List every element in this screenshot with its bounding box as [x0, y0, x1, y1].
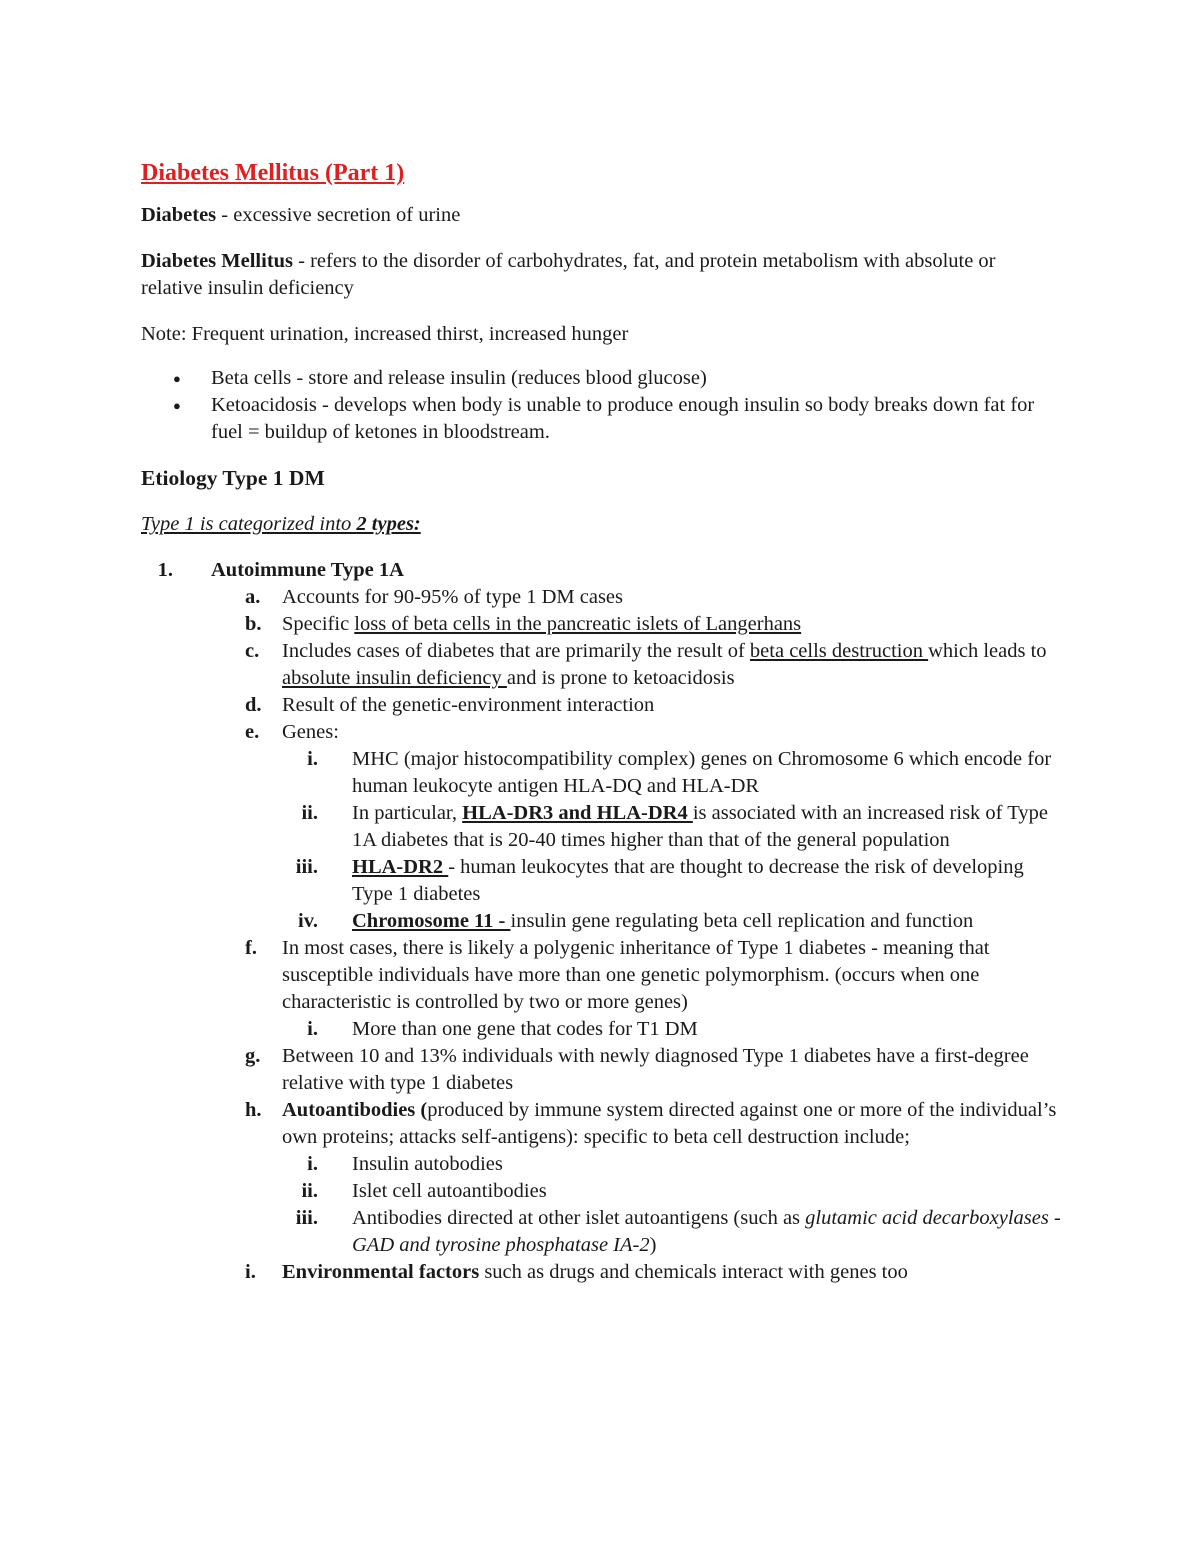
- section-heading: Etiology Type 1 DM: [141, 466, 325, 490]
- list-item-f: f. In most cases, there is likely a polygenic inheritance of Type 1 diabetes - meaning that susceptible individuals have more than one genetic polymorphism. (occurs when one characteristic is controlled by two or more genes): [245, 937, 990, 1013]
- list-item-e-iv: iv. Chromosome 11 - insulin gene regulating beta cell replication and function: [298, 910, 974, 932]
- definition-diabetes: Diabetes - excessive secretion of urine: [141, 204, 461, 226]
- section-subheading: Type 1 is categorized into 2 types:: [141, 513, 421, 535]
- list-item-c: c. Includes cases of diabetes that are primarily the result of beta cells destruction which leads to absolute insulin deficiency and is prone to ketoacidosis: [245, 640, 1047, 689]
- list-item-e: e. Genes:: [245, 721, 339, 743]
- bullet-list: [141, 365, 1061, 446]
- list-item-e-iii: iii. HLA-DR2 - human leukocytes that are thought to decrease the risk of developing Type 1 diabetes: [295, 856, 1024, 905]
- list-item-h-iii: iii. Antibodies directed at other islet autoantigens (such as glutamic acid decarboxylases - GAD and tyrosine phosphatase IA-2): [295, 1207, 1061, 1256]
- list-item-e-i: i. MHC (major histocompatibility complex) genes on Chromosome 6 which encode for human leukocyte antigen HLA-DQ and HLA-DR: [307, 748, 1052, 797]
- bullet-dot-icon: ●: [173, 371, 181, 386]
- list-item-f-i: i. More than one gene that codes for T1 DM: [307, 1018, 698, 1040]
- bullet-item: ● Ketoacidosis - develops when body is unable to produce enough insulin so body breaks down fat for fuel = buildup of ketones in bloodstream.: [173, 394, 1035, 443]
- list-item-d: d. Result of the genetic-environment interaction: [245, 694, 655, 716]
- document-page: [141, 158, 1061, 1286]
- list-item-h-ii: ii. Islet cell autoantibodies: [301, 1180, 547, 1202]
- list-item-h: h. Autoantibodies (produced by immune system directed against one or more of the individual’s own proteins; attacks self-antigens): specific to beta cell destruction include;: [245, 1099, 1057, 1148]
- list-item-1: 1. Autoimmune Type 1A: [157, 559, 404, 581]
- bullet-item: ● Beta cells - store and release insulin (reduces blood glucose): [141, 365, 1061, 392]
- list-item-h-i: i. Insulin autobodies: [307, 1153, 503, 1175]
- list-item-e-ii: ii. In particular, HLA-DR3 and HLA-DR4 is associated with an increased risk of Type 1A diabetes that is 20-40 times higher than that of the general population: [301, 802, 1048, 851]
- list-item-g: g. Between 10 and 13% individuals with newly diagnosed Type 1 diabetes have a first-degree relative with type 1 diabetes: [245, 1045, 1029, 1094]
- bullet-dot-icon: ●: [173, 398, 181, 413]
- document-title: Diabetes Mellitus (Part 1): [141, 160, 405, 186]
- list-item-i: i. Environmental factors such as drugs and chemicals interact with genes too: [245, 1261, 908, 1283]
- list-item-a: a. Accounts for 90-95% of type 1 DM cases: [245, 586, 624, 608]
- definition-diabetes-mellitus: Diabetes Mellitus - refers to the disorder of carbohydrates, fat, and protein metabolism with absolute or relative insulin deficiency: [141, 250, 996, 299]
- list-item-b: b. Specific loss of beta cells in the pancreatic islets of Langerhans: [245, 613, 802, 635]
- note-line: Note: Frequent urination, increased thirst, increased hunger: [141, 323, 629, 345]
